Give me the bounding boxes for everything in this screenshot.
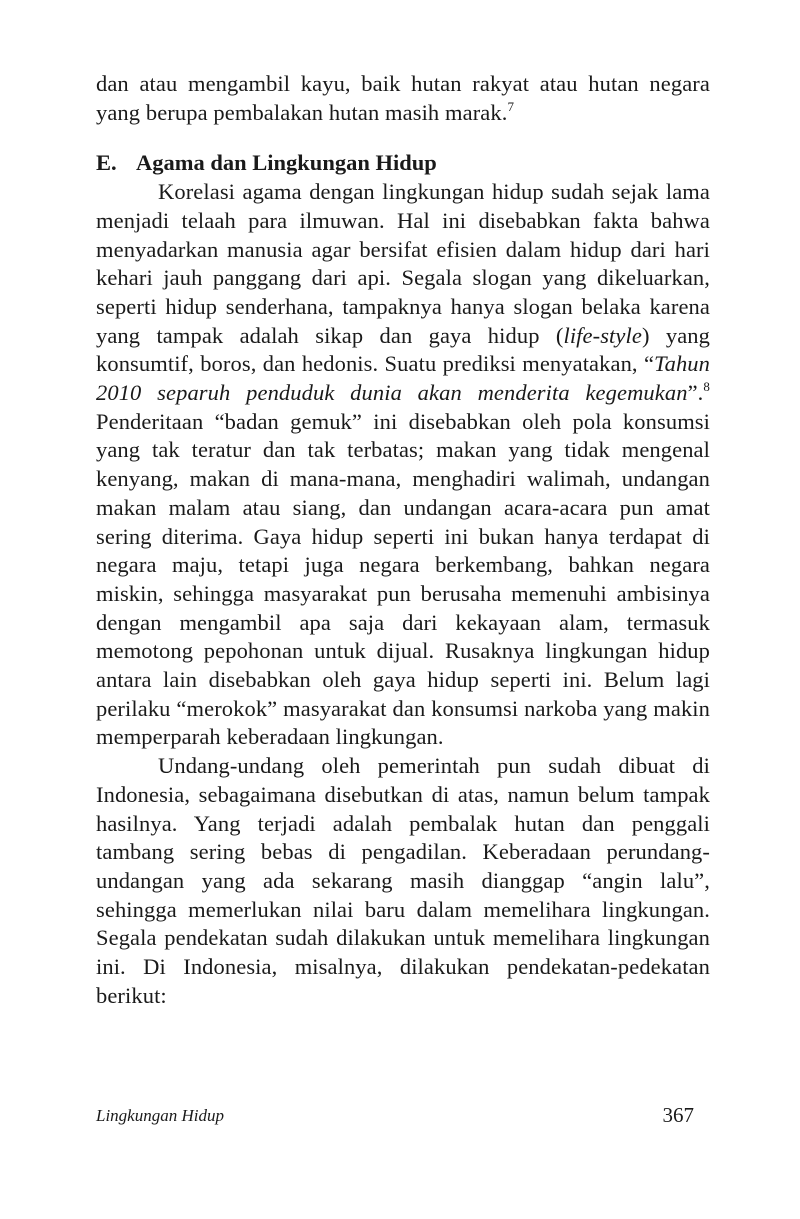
page-number: 367	[662, 1103, 694, 1127]
prediction-quote: Tahun 2010 separuh penduduk dunia akan menderita kegemukan	[96, 351, 710, 406]
section-title: Agama dan Lingkungan Hidup	[136, 150, 437, 176]
intro-text: dan atau mengambil kayu, baik hutan rakyat atau hutan negara yang berupa pembalakan hutan masih marak.	[96, 71, 710, 125]
paragraph-1-part-2: ) yang konsumtif, boros, dan hedonis. Suatu prediksi menyatakan, “	[96, 322, 710, 377]
page-body	[96, 70, 710, 1011]
intro-paragraph	[96, 70, 710, 127]
paragraph-1-part-4: Penderitaan “badan gemuk” ini disebabkan oleh pola konsumsi yang tak teratur dan tak terbatas; makan yang tidak mengenal kenyang, makan di mana-mana, menghadiri walimah, undangan makan malam atau siang, dan undangan acara-acara pun amat sering diterima. Gaya hidup seperti ini bukan hanya terdapat di negara maju, tetapi juga negara berkembang, bahkan negara miskin, sehingga masyarakat pun berusaha memenuhi ambisinya dengan mengambil apa saja dari kekayaan alam, termasuk memotong pepohonan untuk dijual. Rusaknya lingkungan hidup antara lain disebabkan oleh gaya hidup seperti ini. Belum lagi perilaku “merokok” masyarakat dan konsumsi narkoba yang makin memperparah keberadaan lingkungan.	[96, 408, 710, 750]
footnote-ref-7: 7	[507, 98, 515, 114]
lifestyle-term: life-style	[563, 322, 642, 348]
footnote-ref-8: 8	[703, 379, 710, 395]
section-heading	[96, 149, 710, 178]
paragraph-1	[96, 178, 710, 752]
paragraph-1-part-1: Korelasi agama dengan lingkungan hidup sudah sejak lama menjadi telaah para ilmuwan. Hal ini disebabkan fakta bahwa menyadarkan manusia agar bersifat efisien dalam hidup dari hari kehari jauh panggang dari api. Segala slogan yang dikeluarkan, seperti hidup senderhana, tampaknya hanya slogan belaka karena yang tampak adalah sikap dan gaya hidup (	[96, 179, 710, 348]
paragraph-1-part-3: ”.	[687, 380, 704, 406]
paragraph-2-text: Undang-undang oleh pemerintah pun sudah dibuat di Indonesia, sebagaimana disebutkan di atas, namun belum tampak hasilnya. Yang terjadi adalah pembalak hutan dan penggali tambang sering bebas di pengadilan. Keberadaan perundang-undangan yang ada sekarang masih dianggap “angin lalu”, sehingga memerlukan nilai baru dalam memelihara lingkungan. Segala pendekatan sudah dilakukan untuk memelihara lingkungan ini. Di Indonesia, misalnya, dilakukan pendekatan-pedekatan berikut:	[96, 753, 710, 1008]
running-title: Lingkungan Hidup	[96, 1106, 224, 1125]
section-letter: E.	[96, 150, 117, 176]
paragraph-2	[96, 752, 710, 1010]
